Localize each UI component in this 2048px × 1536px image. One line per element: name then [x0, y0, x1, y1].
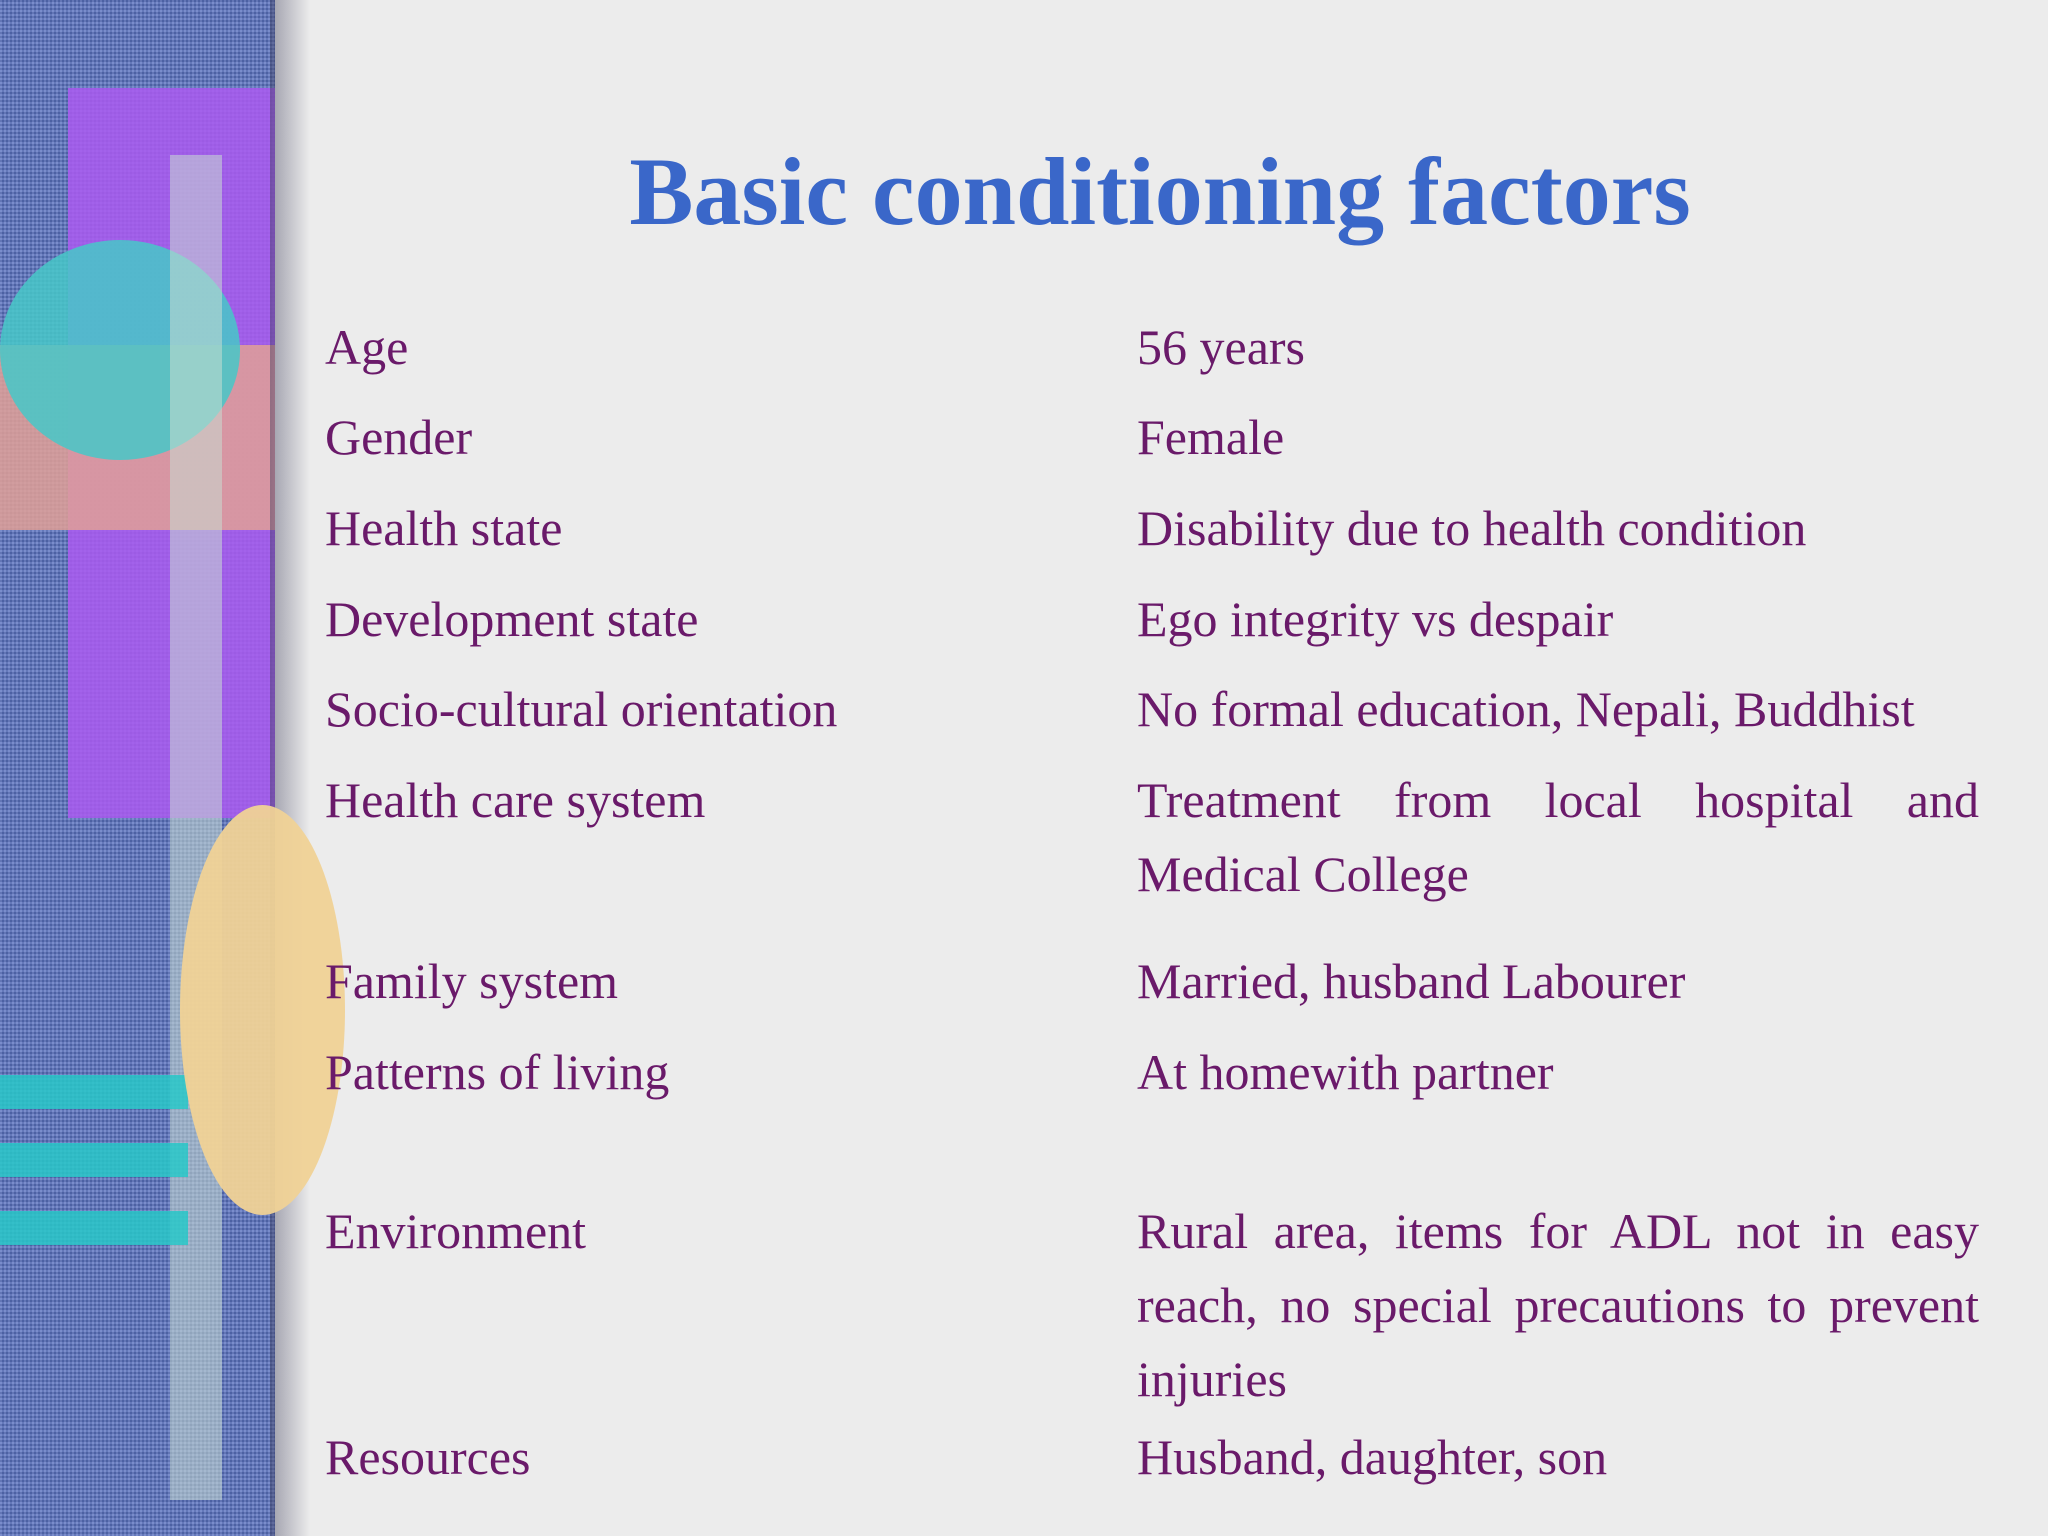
factor-value: Treatment from local hospital and Medical College — [1137, 772, 1979, 902]
factor-value: Ego integrity vs despair — [1137, 591, 1614, 647]
factor-label: Environment — [325, 1203, 587, 1259]
decorative-vertical-bar — [170, 155, 222, 1500]
decorative-teal-stripe — [0, 1075, 188, 1109]
factor-value: 56 years — [1137, 319, 1305, 375]
factor-label: Family system — [325, 953, 619, 1009]
factor-label: Health care system — [325, 772, 706, 828]
factor-label: Age — [325, 319, 409, 375]
factor-value: At homewith partner — [1137, 1044, 1554, 1100]
factor-label: Patterns of living — [325, 1044, 670, 1100]
slide-title: Basic conditioning factors — [629, 138, 1691, 245]
factor-value: Disability due to health condition — [1137, 500, 1807, 556]
decorative-teal-stripe — [0, 1143, 188, 1177]
decorative-side-band — [0, 0, 275, 1536]
factor-label: Gender — [325, 409, 473, 465]
decorative-teal-stripe — [0, 1211, 188, 1245]
factor-label: Health state — [325, 500, 563, 556]
factor-label: Resources — [325, 1429, 531, 1485]
factor-value: Husband, daughter, son — [1137, 1429, 1608, 1485]
factor-value: Married, husband Labourer — [1137, 953, 1686, 1009]
factor-label: Development state — [325, 591, 699, 647]
band-shadow — [270, 0, 310, 1536]
factor-value: No formal education, Nepali, Buddhist — [1137, 681, 1915, 737]
decorative-yellow-oval — [180, 805, 345, 1215]
factor-value: Female — [1137, 409, 1285, 465]
factor-value: Rural area, items for ADL not in easy reach, no special precautions to prevent injuries — [1137, 1203, 1979, 1407]
factor-label: Socio-cultural orientation — [325, 681, 838, 737]
